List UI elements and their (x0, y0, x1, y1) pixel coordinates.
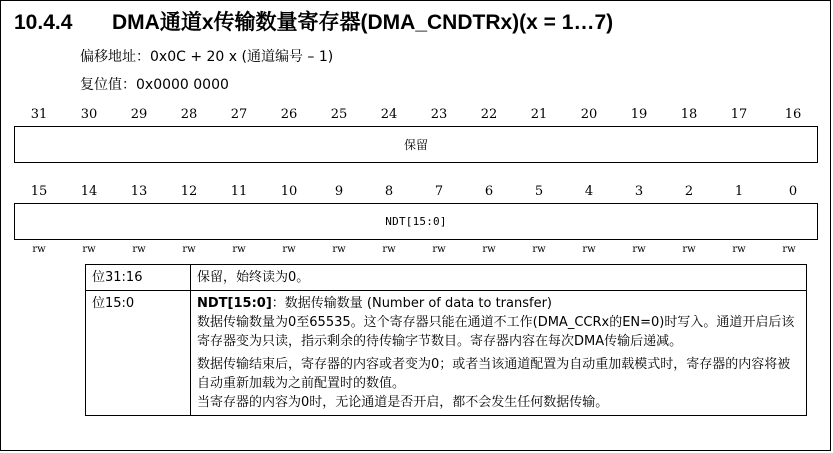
bit-number: 26 (280, 107, 298, 122)
bit-description-cell: 保留，始终读为0。 (191, 265, 807, 291)
bit-number: 19 (630, 107, 648, 122)
bit-number: 7 (434, 184, 444, 199)
table-row (86, 291, 807, 416)
bit-number: 2 (684, 184, 694, 199)
table-row (86, 265, 807, 291)
description-paragraph: 数据传输数量为0至65535。这个寄存器只能在通道不工作(DMA_CCRx的EN=0)时写入。通道开启后该寄存器变为只读，指示剩余的待传输字节数目。寄存器内容在每次DMA传输后递减。 (197, 315, 795, 349)
bit-number: 25 (330, 107, 348, 122)
access-rw: rw (582, 244, 596, 255)
bit-number: 5 (534, 184, 544, 199)
access-rw: rw (82, 244, 96, 255)
access-rw: rw (532, 244, 546, 255)
bit-number: 15 (30, 184, 48, 199)
access-rw: rw (732, 244, 746, 255)
upper-bit-numbers (14, 107, 818, 123)
bit-number: 11 (230, 184, 248, 199)
bit-number: 31 (30, 107, 48, 122)
field-heading (197, 294, 800, 313)
bit-number: 28 (180, 107, 198, 122)
bit-number: 3 (634, 184, 644, 199)
access-rw: rw (332, 244, 346, 255)
bit-number: 23 (430, 107, 448, 122)
bit-range-cell: 位31:16 (86, 265, 191, 291)
bit-number: 4 (584, 184, 594, 199)
bit-number: 13 (130, 184, 148, 199)
bit-number: 20 (580, 107, 598, 122)
bit-number: 30 (80, 107, 98, 122)
access-rw: rw (32, 244, 46, 255)
access-rw: rw (482, 244, 496, 255)
reset-value: 复位值：0x0000 0000 (80, 77, 229, 93)
access-rw: rw (382, 244, 396, 255)
bit-number: 1 (734, 184, 744, 199)
access-rw: rw (632, 244, 646, 255)
bit-number: 18 (680, 107, 698, 122)
bit-number: 9 (334, 184, 344, 199)
bit-description-cell (191, 291, 807, 416)
reserved-field-label: 保留 (403, 138, 428, 152)
bit-number: 17 (730, 107, 748, 122)
bit-number: 21 (530, 107, 548, 122)
section-title-text: DMA通道x传输数量寄存器(DMA_CNDTRx)(x = 1…7) (112, 11, 614, 34)
access-rw: rw (432, 244, 446, 255)
bit-number: 29 (130, 107, 148, 122)
ndt-field (14, 203, 818, 240)
bit-number: 8 (384, 184, 394, 199)
access-rw: rw (232, 244, 246, 255)
access-row (14, 244, 818, 258)
ndt-field-label: NDT[15:0] (385, 215, 447, 228)
field-name-suffix: ：数据传输数量 (Number of data to transfer) (271, 296, 552, 311)
section-title (14, 6, 613, 36)
bit-number: 24 (380, 107, 398, 122)
access-rw: rw (132, 244, 146, 255)
description-paragraph: 数据传输结束后，寄存器的内容或者变为0；或者当该通道配置为自动重加载模式时，寄存器的内容将被自动重新加载为之前配置时的数值。 (197, 357, 791, 391)
lower-bit-numbers (14, 184, 818, 200)
bit-number: 6 (484, 184, 494, 199)
bit-number: 0 (788, 184, 798, 199)
access-rw: rw (782, 244, 796, 255)
bit-range-cell: 位15:0 (86, 291, 191, 416)
bit-number: 16 (784, 107, 802, 122)
bit-number: 12 (180, 184, 198, 199)
bit-number: 22 (480, 107, 498, 122)
section-number: 10.4.4 (14, 11, 73, 34)
access-rw: rw (682, 244, 696, 255)
bit-number: 10 (280, 184, 298, 199)
bit-number: 27 (230, 107, 248, 122)
bit-number: 14 (80, 184, 98, 199)
field-name: NDT[15:0] (197, 296, 272, 311)
bit-description-table (85, 264, 807, 416)
access-rw: rw (182, 244, 196, 255)
offset-address: 偏移地址：0x0C + 20 x (通道编号 – 1) (80, 49, 334, 65)
access-rw: rw (282, 244, 296, 255)
reserved-field (14, 126, 818, 163)
description-paragraph: 当寄存器的内容为0时，无论通道是否开启，都不会发生任何数据传输。 (197, 395, 609, 410)
